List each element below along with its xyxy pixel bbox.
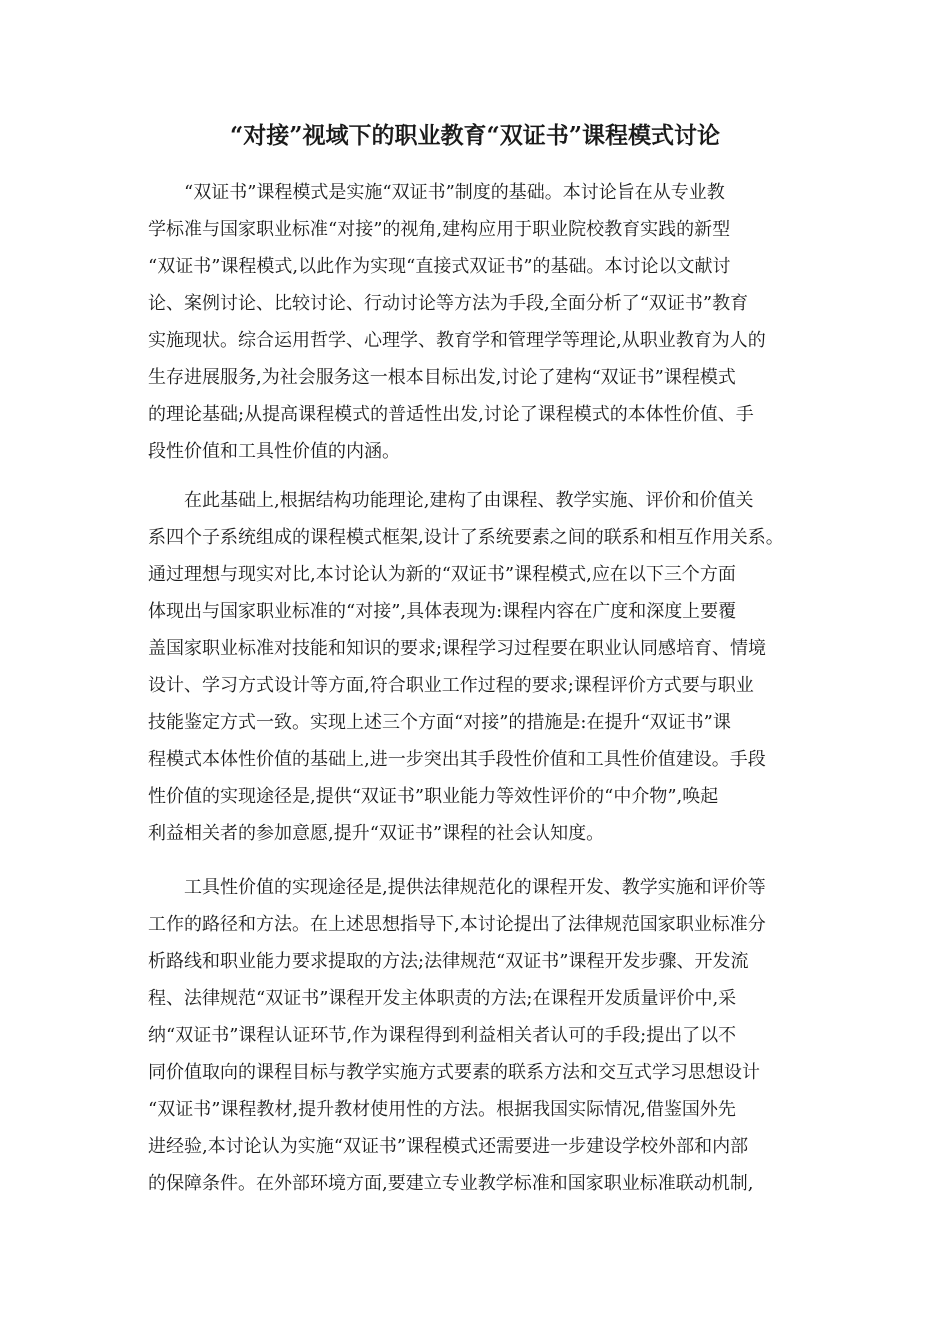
text-line: 通过理想与现实对比,本讨论认为新的“双证书”课程模式,应在以下三个方面 bbox=[148, 564, 736, 585]
text-line: “双证书”课程模式是实施“双证书”制度的基础。本讨论旨在从专业教 bbox=[184, 182, 725, 203]
paragraph-1 bbox=[148, 174, 808, 470]
text-line: 同价值取向的课程目标与教学实施方式要素的联系方法和交互式学习思想设计 bbox=[148, 1062, 760, 1083]
text-line: “双证书”课程模式,以此作为实现“直接式双证书”的基础。本讨论以文献讨 bbox=[148, 256, 731, 277]
text-line: 体现出与国家职业标准的“对接”,具体表现为:课程内容在广度和深度上要覆 bbox=[148, 601, 737, 622]
text-line: 工作的路径和方法。在上述思想指导下,本讨论提出了法律规范国家职业标准分 bbox=[148, 914, 766, 935]
text-line: 生存进展服务,为社会服务这一根本目标出发,讨论了建构“双证书”课程模式 bbox=[148, 367, 736, 388]
text-line: 段性价值和工具性价值的内涵。 bbox=[148, 441, 400, 462]
text-line: 析路线和职业能力要求提取的方法;法律规范“双证书”课程开发步骤、开发流 bbox=[148, 951, 749, 972]
text-line: 设计、学习方式设计等方面,符合职业工作过程的要求;课程评价方式要与职业 bbox=[148, 675, 754, 696]
text-line: 技能鉴定方式一致。实现上述三个方面“对接”的措施是:在提升“双证书”课 bbox=[148, 712, 731, 733]
text-line: 工具性价值的实现途径是,提供法律规范化的课程开发、教学实施和评价等 bbox=[184, 877, 766, 898]
text-line: 论、案例讨论、比较讨论、行动讨论等方法为手段,全面分析了“双证书”教育 bbox=[148, 293, 749, 314]
text-line: 的理论基础;从提高课程模式的普适性出发,讨论了课程模式的本体性价值、手 bbox=[148, 404, 754, 425]
text-line: 实施现状。综合运用哲学、心理学、教育学和管理学等理论,从职业教育为人的 bbox=[148, 330, 766, 351]
text-line: 学标准与国家职业标准“对接”的视角,建构应用于职业院校教育实践的新型 bbox=[148, 219, 731, 240]
text-line: 利益相关者的参加意愿,提升“双证书”课程的社会认知度。 bbox=[148, 823, 605, 844]
text-line: 程模式本体性价值的基础上,进一步突出其手段性价值和工具性价值建设。手段 bbox=[148, 749, 766, 770]
paragraph-2 bbox=[148, 482, 808, 852]
paragraph-3 bbox=[148, 869, 808, 1202]
document-title: “对接”视域下的职业教育“双证书”课程模式讨论 bbox=[230, 122, 720, 149]
text-line: 程、法律规范“双证书”课程开发主体职责的方法;在课程开发质量评价中,采 bbox=[148, 988, 737, 1009]
text-line: 纳“双证书”课程认证环节,作为课程得到利益相关者认可的手段;提出了以不 bbox=[148, 1025, 737, 1046]
text-line: 盖国家职业标准对技能和知识的要求;课程学习过程要在职业认同感培育、情境 bbox=[148, 638, 767, 659]
text-line: “双证书”课程教材,提升教材使用性的方法。根据我国实际情况,借鉴国外先 bbox=[148, 1099, 736, 1120]
text-line: 在此基础上,根据结构功能理论,建构了由课程、教学实施、评价和价值关 bbox=[184, 490, 754, 511]
text-line: 进经验,本讨论认为实施“双证书”课程模式还需要进一步建设学校外部和内部 bbox=[148, 1136, 749, 1157]
text-line: 的保障条件。在外部环境方面,要建立专业教学标准和国家职业标准联动机制, bbox=[148, 1173, 754, 1194]
text-line: 性价值的实现途径是,提供“双证书”职业能力等效性评价的“中介物”,唤起 bbox=[148, 786, 719, 807]
text-line: 系四个子系统组成的课程模式框架,设计了系统要素之间的联系和相互作用关系。 bbox=[148, 527, 784, 548]
